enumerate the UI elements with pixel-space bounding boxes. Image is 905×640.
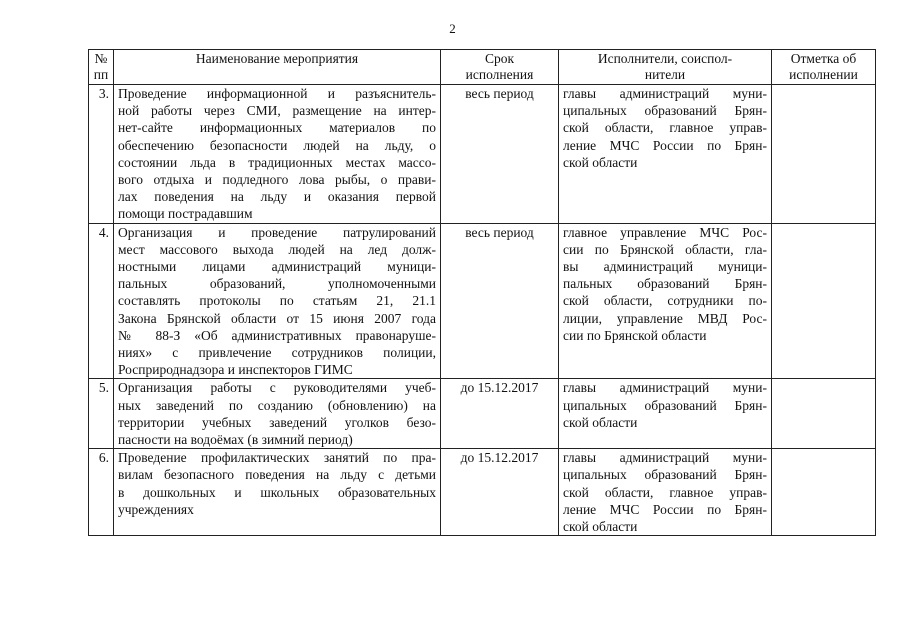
executors-line: ление МЧС России по Брян-: [563, 501, 767, 517]
measure-name-line: Проведение информационной и разъяснитель-: [118, 86, 436, 101]
mark-cell: [772, 85, 876, 224]
measure-name-line: нет-сайте информационных материалов по: [118, 120, 436, 136]
measure-name-line: ниях» с привлечение сотрудников полиции,: [118, 345, 436, 361]
measure-name-line: ностными лицами администраций муници-: [118, 259, 436, 275]
mark-cell: [772, 223, 876, 379]
measure-name-line: помощи пострадавшим: [118, 206, 253, 222]
measure-name-line: состоянии льда в традиционных местах массо-: [118, 154, 436, 170]
measure-name: [114, 85, 441, 224]
header-executors: [559, 50, 772, 85]
executors-line: главы администраций муни-: [563, 380, 767, 396]
row-number: 3.: [89, 85, 114, 224]
measure-name-line: составлять протоколы по статьям 21, 21.1: [118, 293, 436, 309]
mark-cell: [772, 379, 876, 449]
table-row: [89, 223, 876, 379]
header-term: [441, 50, 559, 85]
header-mark-line: исполнении: [789, 67, 858, 82]
header-name-line: Наименование мероприятия: [195, 51, 359, 66]
page-number: 2: [449, 21, 456, 36]
measure-name-line: вого отдыха и подледного лова рыбы, о прави-: [118, 172, 436, 188]
measure-name-line: Организация работы с руководителями учеб-: [118, 380, 436, 396]
measure-name-line: пасности на водоёмах (в зимний период): [118, 432, 353, 448]
header-executors-line: Исполнители, соиспол-: [597, 51, 733, 66]
row-number: 5.: [89, 379, 114, 449]
measure-name-line: пальных образований, уполномоченными: [118, 276, 436, 292]
measure-name-line: Закона Брянской области от 15 июня 2007 года: [118, 310, 436, 326]
header-term-line: Срок: [484, 51, 515, 66]
term-cell: до 15.12.2017: [441, 449, 559, 536]
measure-name-line: территории учебных заведений уголков безо-: [118, 414, 436, 430]
measure-name-line: обеспечению безопасности людей на льду, о: [118, 137, 436, 153]
executors-line: ципальных образований Брян-: [563, 397, 767, 413]
measure-name-line: ной работы через СМИ, размещение на интер-: [118, 103, 436, 119]
executors-line: ской области: [563, 519, 638, 535]
measure-name: [114, 379, 441, 449]
executors-line: главное управление МЧС Рос-: [563, 224, 767, 240]
measure-name-line: № 88-З «Об административных правонаруше-: [118, 327, 436, 343]
executors-line: главы администраций муни-: [563, 450, 767, 466]
header-name: [114, 50, 441, 85]
executors-cell: [559, 379, 772, 449]
executors-line: сии по Брянской области: [563, 327, 707, 343]
executors-line: главы администраций муни-: [563, 86, 767, 101]
executors-line: ской области: [563, 414, 638, 430]
header-num-line: №: [94, 51, 108, 66]
table-row: [89, 379, 876, 449]
table-header-row: [89, 50, 876, 85]
executors-cell: [559, 449, 772, 536]
measure-name-line: ных заведений по созданию (обновлению) на: [118, 397, 436, 413]
executors-line: ской области, главное управ-: [563, 120, 767, 136]
measure-name-line: вилам безопасного поведения на льду с детьми: [118, 467, 436, 483]
executors-line: ской области: [563, 154, 638, 170]
executors-cell: [559, 85, 772, 224]
executors-cell: [559, 223, 772, 379]
measure-name: [114, 223, 441, 379]
mark-cell: [772, 449, 876, 536]
measure-name: [114, 449, 441, 536]
term-cell: до 15.12.2017: [441, 379, 559, 449]
term-cell: весь период: [441, 223, 559, 379]
measure-name-line: Организация и проведение патрулирований: [118, 224, 436, 240]
header-term-line: исполнения: [465, 67, 534, 82]
table-row: [89, 449, 876, 536]
executors-line: сии по Брянской области, гла-: [563, 241, 767, 257]
header-num-line: пп: [93, 67, 109, 82]
header-mark-line: Отметка об: [790, 51, 857, 66]
header-mark: [772, 50, 876, 85]
measure-name-line: в дошкольных и школьных образовательных: [118, 484, 436, 500]
header-executors-line: нители: [644, 67, 686, 82]
executors-line: ской области, сотрудники по-: [563, 293, 767, 309]
measure-name-line: Проведение профилактических занятий по пра-: [118, 450, 436, 466]
measure-name-line: Росприроднадзора и инспекторов ГИМС: [118, 362, 353, 378]
measures-table: [88, 49, 876, 536]
header-num: [89, 50, 114, 85]
table-row: [89, 85, 876, 224]
executors-line: ципальных образований Брян-: [563, 467, 767, 483]
measure-name-line: мест массового выхода людей на лед долж-: [118, 241, 436, 257]
measure-name-line: лах поведения на льду и оказания первой: [118, 189, 436, 205]
measure-name-line: учреждениях: [118, 501, 194, 517]
term-cell: весь период: [441, 85, 559, 224]
executors-line: ление МЧС России по Брян-: [563, 137, 767, 153]
executors-line: ской области, главное управ-: [563, 484, 767, 500]
row-number: 6.: [89, 449, 114, 536]
executors-line: пальных образований Брян-: [563, 276, 767, 292]
executors-line: лиции, управление МВД Рос-: [563, 310, 767, 326]
executors-line: ципальных образований Брян-: [563, 103, 767, 119]
executors-line: вы администраций муници-: [563, 259, 767, 275]
row-number: 4.: [89, 223, 114, 379]
